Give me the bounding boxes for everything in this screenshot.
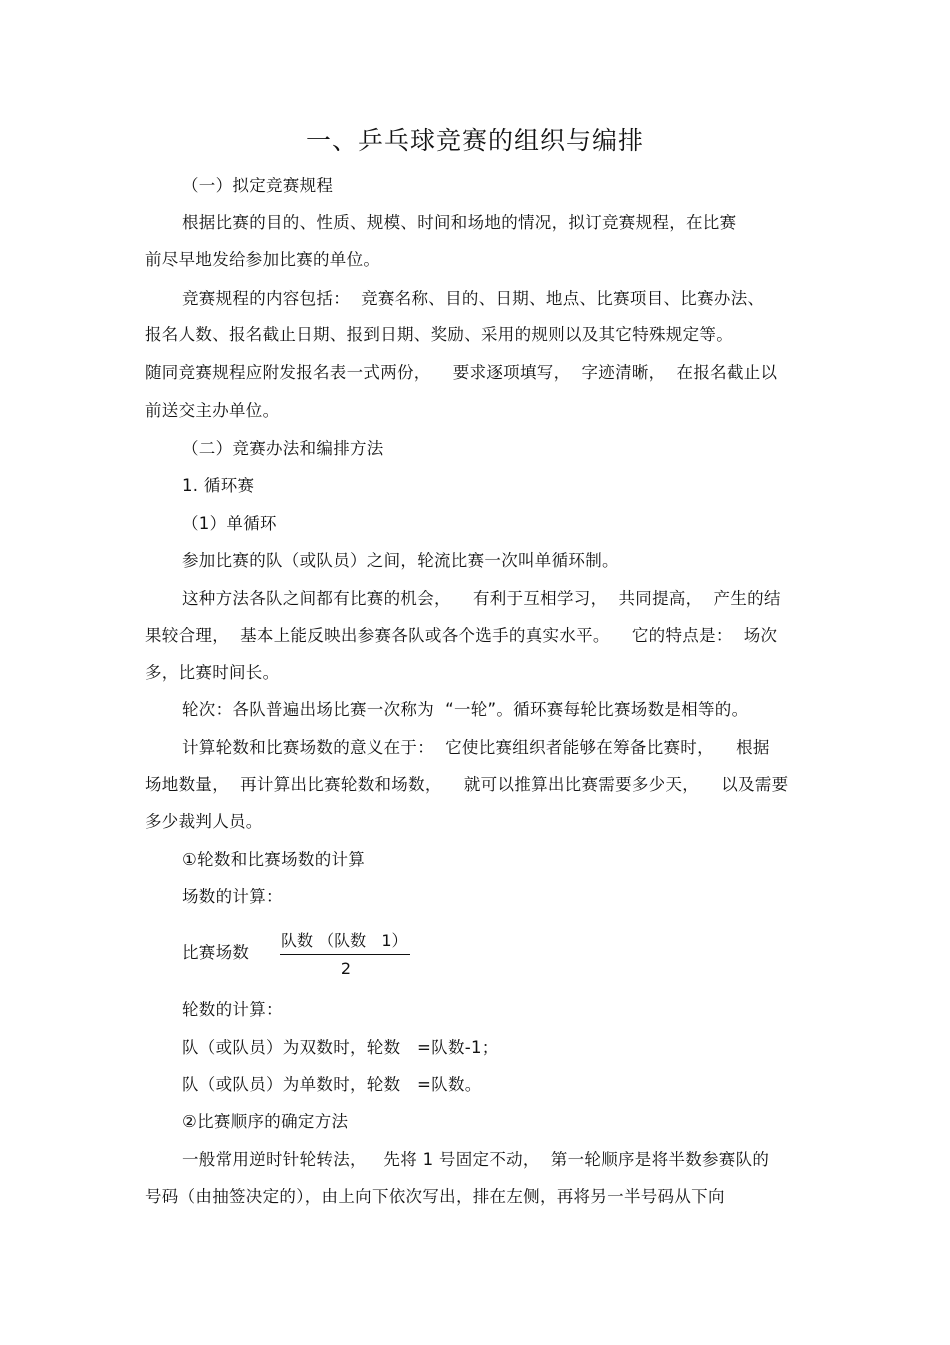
paragraph-line: 报名人数、报名截止日期、报到日期、奖励、采用的规则以及其它特殊规定等。 xyxy=(145,325,733,344)
paragraph-line: 根据比赛的目的、性质、规模、时间和场地的情况，拟订竞赛规程，在比赛 xyxy=(182,213,737,232)
section-heading-2: （二）竞赛办法和编排方法 xyxy=(182,439,384,458)
paragraph-line: 多少裁判人员。 xyxy=(145,812,263,831)
subheading: 轮数的计算： xyxy=(182,1000,283,1019)
section-heading-1: （一）拟定竞赛规程 xyxy=(182,176,334,195)
paragraph-line: 这种方法各队之间都有比赛的机会， 有利于互相学习， 共同提高， 产生的结 xyxy=(182,589,781,608)
paragraph-line: 计算轮数和比赛场数的意义在于： 它使比赛组织者能够在筹备比赛时， 根据 xyxy=(182,738,770,757)
subheading: ①轮数和比赛场数的计算 xyxy=(182,850,366,869)
paragraph-line: 前送交主办单位。 xyxy=(145,401,280,420)
subheading: ②比赛顺序的确定方法 xyxy=(182,1112,349,1131)
paragraph-line: 轮次：各队普遍出场比赛一次称为 “一轮”。循环赛每轮比赛场数是相等的。 xyxy=(182,700,749,719)
page-title: 一、乒乓球竞赛的组织与编排 xyxy=(305,126,644,155)
paragraph-line: 前尽早地发给参加比赛的单位。 xyxy=(145,250,381,269)
paragraph-line: 一般常用逆时针轮转法， 先将 1 号固定不动， 第一轮顺序是将半数参赛队的 xyxy=(182,1150,770,1169)
formula-numerator: 队数 （队数 1） xyxy=(281,931,408,950)
formula-fraction xyxy=(280,930,412,980)
paragraph-line: 场地数量， 再计算出比赛轮数和场数， 就可以推算出比赛需要多少天， 以及需要 xyxy=(145,775,789,794)
fraction-bar xyxy=(280,954,410,955)
formula-label: 比赛场数 xyxy=(182,943,250,962)
paragraph-line: 号码（由抽签决定的），由上向下依次写出，排在左侧，再将另一半号码从下向 xyxy=(145,1187,725,1206)
rule-line: 队（或队员）为双数时，轮数 =队数-1； xyxy=(182,1038,499,1057)
subheading: （1）单循环 xyxy=(182,514,277,533)
paragraph-line: 竞赛规程的内容包括： 竞赛名称、目的、日期、地点、比赛项目、比赛办法、 xyxy=(182,289,765,308)
paragraph-line: 参加比赛的队（或队员）之间，轮流比赛一次叫单循环制。 xyxy=(182,551,619,570)
formula-denominator: 2 xyxy=(340,959,352,978)
subheading: 场数的计算： xyxy=(182,887,283,906)
rule-line: 队（或队员）为单数时，轮数 =队数。 xyxy=(182,1075,482,1094)
paragraph-line: 果较合理， 基本上能反映出参赛各队或各个选手的真实水平。 它的特点是： 场次 xyxy=(145,626,778,645)
paragraph-line: 随同竞赛规程应附发报名表一式两份， 要求逐项填写， 字迹清晰， 在报名截止以 xyxy=(145,363,778,382)
paragraph-line: 多，比赛时间长。 xyxy=(145,663,280,682)
subheading: 1. 循环赛 xyxy=(182,476,255,495)
